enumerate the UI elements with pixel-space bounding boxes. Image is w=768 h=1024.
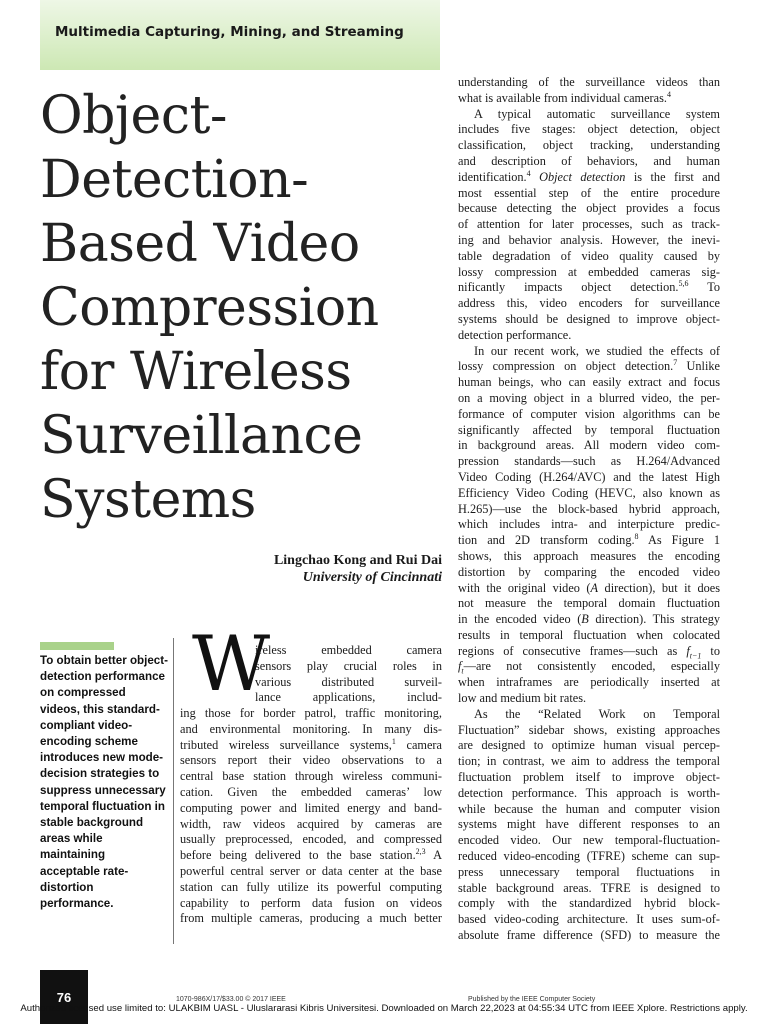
body-column-left-dropcap-lines bbox=[255, 643, 442, 706]
text-line: what is available from individual cameras.$^4$ bbox=[458, 89, 671, 105]
text-line: when intraframes are periodically inserted at bbox=[458, 675, 720, 690]
text-line: most essential step of the entire procedure bbox=[458, 185, 720, 200]
text-line: Fluctuation” sidebar shows, existing approaches bbox=[458, 722, 720, 737]
text-line: address this, video encoders for surveillance bbox=[458, 296, 720, 311]
footer-issn: 1070-986X/17/$33.00 © 2017 IEEE bbox=[176, 996, 286, 1003]
citation-ref: 2,3 bbox=[415, 847, 426, 857]
text-line: In our recent work, we studied the effects of bbox=[474, 343, 720, 358]
text-line: table degradation of video quality caused by bbox=[458, 248, 720, 263]
author-block bbox=[200, 552, 442, 586]
text-line: in background areas. All modern video com- bbox=[458, 438, 720, 453]
text-line: which includes intra- and interpicture predic- bbox=[458, 517, 720, 532]
text-line: tion; in contrast, we aim to address the temporal bbox=[458, 754, 720, 769]
text-line: human beings, who can easily extract and focus bbox=[458, 375, 720, 390]
text-line: sensors report their video observations to a bbox=[180, 753, 442, 768]
text-line: computing power and limited energy and band- bbox=[180, 800, 442, 815]
text-line: encoded video. Our new temporal-fluctuation- bbox=[458, 833, 720, 848]
text-line: reduced video-encoding (TFRE) scheme can sup- bbox=[458, 849, 720, 864]
text-line: ireless embedded camera bbox=[255, 643, 442, 657]
title-line: Systems bbox=[40, 470, 256, 530]
text-line: formance of computer vision algorithms can be bbox=[458, 406, 720, 421]
text-line: tion and 2D transform coding.$^8$ As Figure 1 bbox=[458, 532, 720, 548]
text-line: on a moving object in a blurred video, the per- bbox=[458, 390, 720, 405]
title-line: Object- bbox=[40, 86, 227, 146]
text-line: station can fully utilize its powerful computing bbox=[180, 879, 442, 894]
text-line: regions of consecutive frames—such as $f_{t-1}$ to bbox=[458, 643, 720, 661]
text-line: based video-coding architecture. It uses sum-of- bbox=[458, 912, 720, 927]
abstract-text: To obtain better object-detection performance on compressed videos, this standard-compliant video-encoding scheme introduces new mode-decision strategies to suppress unnecessary temporal fluctuation in stable background areas while maintaining acceptable rate-distortion performance. bbox=[40, 654, 168, 911]
text-line: distortion by comparing the encoded video bbox=[458, 564, 720, 579]
text-line: ing and behavior analysis. However, the inevi- bbox=[458, 232, 720, 247]
text-line: understanding of the surveillance videos than bbox=[458, 75, 720, 89]
text-line: sensors play crucial roles in bbox=[255, 658, 442, 673]
drop-cap: W bbox=[192, 619, 271, 708]
text-line: in the encoded video (B direction). This strategy bbox=[458, 612, 720, 627]
citation-ref: 4 bbox=[666, 89, 671, 99]
text-line: includes five stages: object detection, object bbox=[458, 122, 720, 137]
text-line: detection performance. This approach is worth- bbox=[458, 785, 720, 800]
text-line: shows, this approach measures the encoding bbox=[458, 548, 720, 563]
text-line: lossy compression at embedded cameras sig- bbox=[458, 264, 720, 279]
text-line: A typical automatic surveillance system bbox=[474, 106, 720, 121]
citation-ref: 7 bbox=[673, 358, 678, 368]
title-line: Detection- bbox=[40, 150, 309, 210]
author-names: Lingchao Kong and Rui Dai bbox=[273, 553, 442, 568]
text-line: capability to perform data fusion on videos bbox=[180, 895, 442, 910]
text-line: and description of behaviors, and human bbox=[458, 153, 720, 168]
text-line: fluctuation problem itself to improve object- bbox=[458, 770, 720, 785]
license-notice: Authorized licensed use limited to: ULAKBIM UASL - Uluslararasi Kibris Universitesi. Downloaded on March 22,2023 at 04:55:34 UTC from IEEE Xplore. Restrictions apply. bbox=[20, 1003, 748, 1014]
text-line: low and medium bit rates. bbox=[458, 691, 587, 706]
citation-ref: 8 bbox=[634, 532, 639, 542]
text-line: not measure the temporal domain fluctuation bbox=[458, 596, 720, 611]
citation-ref: 1 bbox=[391, 736, 396, 746]
text-line: results in temporal fluctuation when colocated bbox=[458, 627, 720, 642]
footer-publisher: Published by the IEEE Computer Society bbox=[468, 996, 596, 1003]
text-line: various distributed surveil- bbox=[255, 674, 442, 689]
text-line: before being delivered to the base station.$^{2,3}$ A bbox=[180, 847, 443, 863]
text-line: As the “Related Work on Temporal bbox=[474, 706, 720, 721]
text-line: are designed to optimize human visual percep- bbox=[458, 738, 720, 753]
text-line: lance applications, includ- bbox=[255, 690, 442, 705]
body-column-right bbox=[458, 75, 720, 944]
text-line: systems should be designed to improve object- bbox=[458, 311, 720, 326]
text-line: because detecting the object provides a focus bbox=[458, 201, 720, 216]
text-line: systems might have different responses to an bbox=[458, 817, 720, 832]
text-line: nificantly impacts object detection.$^{5,6}$ To bbox=[458, 279, 720, 295]
text-line: Video Coding (H.264/AVC) and the latest High bbox=[458, 469, 720, 484]
text-line: identification.$^4$ Object detection is the first and bbox=[458, 168, 721, 184]
text-line: of attention for later processes, such as track- bbox=[458, 217, 720, 232]
text-line: press unnecessary temporal fluctuations in bbox=[458, 864, 720, 879]
text-line: pression standards—such as H.264/Advanced bbox=[458, 454, 720, 469]
citation-ref: 5,6 bbox=[678, 279, 689, 289]
title-line: Based Video bbox=[40, 214, 360, 274]
text-line: from multiple cameras, producing a much better bbox=[180, 911, 442, 926]
text-line: powerful central server or data center at the base bbox=[180, 863, 442, 878]
text-line: with the original video (A direction), but it does bbox=[458, 580, 720, 595]
text-line: comply with the standardized hybrid block- bbox=[458, 896, 720, 911]
text-line: absolute frame difference (SFD) to measure the bbox=[458, 928, 720, 943]
text-line: cation. Given the embedded cameras’ low bbox=[180, 784, 442, 799]
section-label: Multimedia Capturing, Mining, and Streaming bbox=[55, 24, 404, 40]
text-line: classification, object tracking, understanding bbox=[458, 138, 720, 153]
text-line: $f_t—are$ not consistently encoded, especially bbox=[458, 659, 720, 676]
text-line: while because the human and computer vision bbox=[458, 801, 720, 816]
title-line: Surveillance bbox=[40, 406, 363, 466]
title-line: for Wireless bbox=[40, 342, 352, 402]
text-line: and environmental monitoring. In many dis- bbox=[180, 721, 442, 736]
page-number: 76 bbox=[56, 990, 72, 1005]
column-divider bbox=[173, 638, 174, 944]
text-line: H.265)—use the block-based hybrid approach, bbox=[458, 501, 720, 516]
body-column-left bbox=[180, 706, 442, 927]
text-line: detection performance. bbox=[458, 327, 572, 342]
abstract-accent-rule bbox=[40, 642, 114, 650]
text-line: tributed wireless surveillance systems,$^1$ camera bbox=[180, 736, 442, 752]
text-line: lossy compression on object detection.$^7$ Unlike bbox=[458, 358, 720, 374]
text-line: stable background areas. TFRE is designed to bbox=[458, 880, 720, 895]
text-line: significantly affected by temporal fluctuation bbox=[458, 422, 720, 437]
title-line: Compression bbox=[40, 278, 379, 338]
text-line: Efficiency Video Coding (HEVC, also known as bbox=[458, 485, 720, 500]
text-line: width, raw videos acquired by cameras are bbox=[180, 816, 442, 831]
citation-ref: 4 bbox=[526, 168, 531, 178]
text-line: usually preprocessed, encoded, and compressed bbox=[180, 832, 442, 847]
text-line: central base station through wireless communi- bbox=[180, 769, 442, 784]
article-title bbox=[40, 84, 440, 532]
author-affiliation: University of Cincinnati bbox=[302, 570, 442, 585]
text-line: ing those for border patrol, traffic monitoring, bbox=[180, 706, 442, 720]
